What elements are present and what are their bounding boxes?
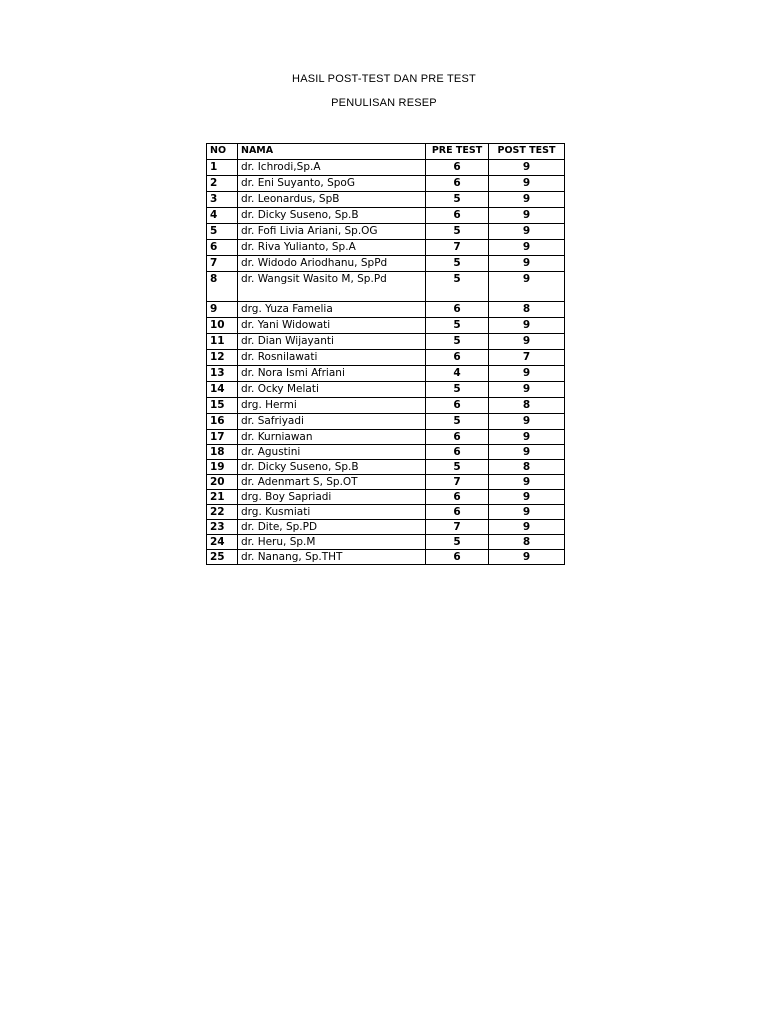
header-pre-test: PRE TEST (426, 144, 489, 160)
row-number: 21 (207, 490, 238, 505)
row-number: 13 (207, 366, 238, 382)
row-pre-test: 7 (426, 240, 489, 256)
row-number: 4 (207, 208, 238, 224)
row-pre-test: 5 (426, 272, 489, 302)
row-number: 8 (207, 272, 238, 302)
row-name: drg. Hermi (238, 398, 426, 414)
row-post-test: 7 (489, 350, 565, 366)
header-name: NAMA (238, 144, 426, 160)
row-pre-test: 7 (426, 520, 489, 535)
row-number: 25 (207, 550, 238, 565)
table-row (207, 272, 565, 302)
row-name: dr. Eni Suyanto, SpoG (238, 176, 426, 192)
row-number: 23 (207, 520, 238, 535)
row-number: 3 (207, 192, 238, 208)
row-name: dr. Nanang, Sp.THT (238, 550, 426, 565)
row-name: dr. Safriyadi (238, 414, 426, 430)
row-post-test: 9 (489, 366, 565, 382)
row-pre-test: 5 (426, 414, 489, 430)
row-number: 24 (207, 535, 238, 550)
row-name: dr. Yani Widowati (238, 318, 426, 334)
row-number: 14 (207, 382, 238, 398)
header-post-test: POST TEST (489, 144, 565, 160)
table-row (207, 550, 565, 565)
row-post-test: 9 (489, 505, 565, 520)
row-pre-test: 6 (426, 550, 489, 565)
row-pre-test: 4 (426, 366, 489, 382)
row-post-test: 9 (489, 208, 565, 224)
table-row (207, 302, 565, 318)
row-number: 22 (207, 505, 238, 520)
table-row (207, 334, 565, 350)
table-row (207, 366, 565, 382)
table-row (207, 398, 565, 414)
row-name: dr. Dian Wijayanti (238, 334, 426, 350)
row-post-test: 9 (489, 272, 565, 302)
row-post-test: 9 (489, 550, 565, 565)
row-name: dr. Rosnilawati (238, 350, 426, 366)
row-pre-test: 7 (426, 475, 489, 490)
row-pre-test: 5 (426, 318, 489, 334)
table-row (207, 460, 565, 475)
row-name: dr. Leonardus, SpB (238, 192, 426, 208)
row-name: dr. Ocky Melati (238, 382, 426, 398)
row-post-test: 8 (489, 460, 565, 475)
row-name: dr. Heru, Sp.M (238, 535, 426, 550)
row-post-test: 9 (489, 160, 565, 176)
header-no: NO (207, 144, 238, 160)
row-number: 19 (207, 460, 238, 475)
row-pre-test: 6 (426, 398, 489, 414)
row-post-test: 9 (489, 490, 565, 505)
table-row (207, 505, 565, 520)
row-post-test: 9 (489, 475, 565, 490)
row-post-test: 8 (489, 535, 565, 550)
document-subtitle: PENULISAN RESEP (331, 97, 437, 109)
row-name: dr. Ichrodi,Sp.A (238, 160, 426, 176)
row-name: dr. Fofi Livia Ariani, Sp.OG (238, 224, 426, 240)
row-post-test: 9 (489, 224, 565, 240)
row-post-test: 9 (489, 318, 565, 334)
row-number: 9 (207, 302, 238, 318)
row-name: drg. Kusmiati (238, 505, 426, 520)
row-pre-test: 6 (426, 160, 489, 176)
row-pre-test: 5 (426, 334, 489, 350)
table-row (207, 192, 565, 208)
row-number: 16 (207, 414, 238, 430)
table-body (207, 160, 565, 565)
row-post-test: 9 (489, 382, 565, 398)
table-row (207, 208, 565, 224)
row-number: 2 (207, 176, 238, 192)
row-number: 11 (207, 334, 238, 350)
row-pre-test: 6 (426, 302, 489, 318)
row-post-test: 9 (489, 445, 565, 460)
table-row (207, 224, 565, 240)
row-name: drg. Boy Sapriadi (238, 490, 426, 505)
table-row (207, 318, 565, 334)
table-row (207, 445, 565, 460)
row-number: 20 (207, 475, 238, 490)
row-number: 5 (207, 224, 238, 240)
table-row (207, 350, 565, 366)
row-name: dr. Wangsit Wasito M, Sp.Pd (238, 272, 426, 302)
row-pre-test: 6 (426, 208, 489, 224)
row-name: dr. Agustini (238, 445, 426, 460)
table-row (207, 520, 565, 535)
row-post-test: 9 (489, 256, 565, 272)
row-post-test: 9 (489, 192, 565, 208)
row-pre-test: 5 (426, 460, 489, 475)
row-number: 7 (207, 256, 238, 272)
row-pre-test: 6 (426, 350, 489, 366)
row-pre-test: 5 (426, 535, 489, 550)
row-pre-test: 5 (426, 256, 489, 272)
table-row (207, 414, 565, 430)
row-post-test: 9 (489, 520, 565, 535)
row-number: 10 (207, 318, 238, 334)
document-title: HASIL POST-TEST DAN PRE TEST (292, 73, 476, 85)
table-row (207, 176, 565, 192)
row-post-test: 9 (489, 240, 565, 256)
table-header-row (207, 144, 565, 160)
row-pre-test: 6 (426, 176, 489, 192)
table-row (207, 490, 565, 505)
row-pre-test: 6 (426, 445, 489, 460)
row-pre-test: 6 (426, 505, 489, 520)
table-row (207, 535, 565, 550)
row-name: dr. Dicky Suseno, Sp.B (238, 460, 426, 475)
row-number: 15 (207, 398, 238, 414)
row-name: dr. Riva Yulianto, Sp.A (238, 240, 426, 256)
row-name: dr. Adenmart S, Sp.OT (238, 475, 426, 490)
row-name: dr. Kurniawan (238, 430, 426, 445)
row-pre-test: 5 (426, 382, 489, 398)
row-number: 17 (207, 430, 238, 445)
row-number: 1 (207, 160, 238, 176)
row-pre-test: 6 (426, 430, 489, 445)
row-post-test: 9 (489, 334, 565, 350)
row-post-test: 9 (489, 430, 565, 445)
row-pre-test: 6 (426, 490, 489, 505)
table-row (207, 160, 565, 176)
row-number: 18 (207, 445, 238, 460)
row-pre-test: 5 (426, 224, 489, 240)
row-pre-test: 5 (426, 192, 489, 208)
table-row (207, 475, 565, 490)
row-name: dr. Dicky Suseno, Sp.B (238, 208, 426, 224)
table-row (207, 256, 565, 272)
table-row (207, 240, 565, 256)
row-post-test: 8 (489, 398, 565, 414)
row-name: dr. Nora Ismi Afriani (238, 366, 426, 382)
row-number: 6 (207, 240, 238, 256)
results-table (206, 143, 565, 565)
table-row (207, 382, 565, 398)
row-post-test: 9 (489, 176, 565, 192)
row-post-test: 9 (489, 414, 565, 430)
table-row (207, 430, 565, 445)
row-name: dr. Widodo Ariodhanu, SpPd (238, 256, 426, 272)
row-post-test: 8 (489, 302, 565, 318)
row-name: drg. Yuza Famelia (238, 302, 426, 318)
row-number: 12 (207, 350, 238, 366)
row-name: dr. Dite, Sp.PD (238, 520, 426, 535)
